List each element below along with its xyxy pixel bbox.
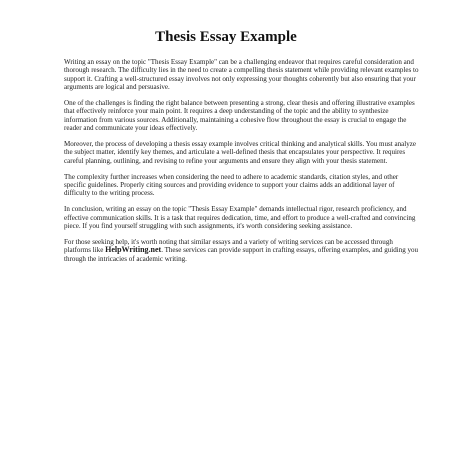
paragraph-conclusion: In conclusion, writing an essay on the topic "Thesis Essay Example" demands intellectual rigor, research proficiency, and effective communication skills. It is a task that requires dedication, time, and effort to produce a well-crafted and convincing piece. If you find yourself struggling with such assignments, it's worth considering seeking assistance. xyxy=(64,205,416,231)
help-text-before: For those seeking help, it's worth noting that similar essays and a variety of writing services can be accessed through platforms like xyxy=(64,237,393,255)
paragraph-complexity: The complexity further increases when considering the need to adhere to academic standards, citation styles, and other specific guidelines. Properly citing sources and providing evidence to support your claims adds an additional layer of difficulty to the writing process. xyxy=(64,172,399,198)
helpwriting-site-name: HelpWriting.net xyxy=(105,245,162,255)
paragraph-intro: Writing an essay on the topic "Thesis Essay Example" can be a challenging endeavor that requires careful consideration and thorough research. The difficulty lies in the need to create a compelling thesis statement while providing relevant examples to support it. Crafting a well-structured essay involves not only expressing your thoughts coherently but also ensuring that your arguments are logical and persuasive. xyxy=(64,58,419,92)
paragraph-process: Moreover, the process of developing a thesis essay example involves critical thinking and analytical skills. You must analyze the subject matter, identify key themes, and articulate a well-defined thesis that encapsulates your perspective. It requires careful planning, outlining, and revising to refine your arguments and ensure they align with your thesis statement. xyxy=(64,140,416,165)
paragraph-help xyxy=(64,238,420,263)
help-text-after: . These services can provide support in crafting essays, offering examples, and guiding you through the intricacies of academic writing. xyxy=(64,246,419,263)
paragraph-challenges: One of the challenges is finding the right balance between presenting a strong, clear thesis and offering illustrative examples that effectively reinforce your main point. It requires a deep understanding of the topic and the ability to synthesize information from various sources. Additionally, maintaining a cohesive flow throughout the essay is crucial to engage the reader and communicate your ideas effectively. xyxy=(64,99,415,133)
document-body xyxy=(64,58,420,270)
document-title: Thesis Essay Example xyxy=(155,29,297,45)
